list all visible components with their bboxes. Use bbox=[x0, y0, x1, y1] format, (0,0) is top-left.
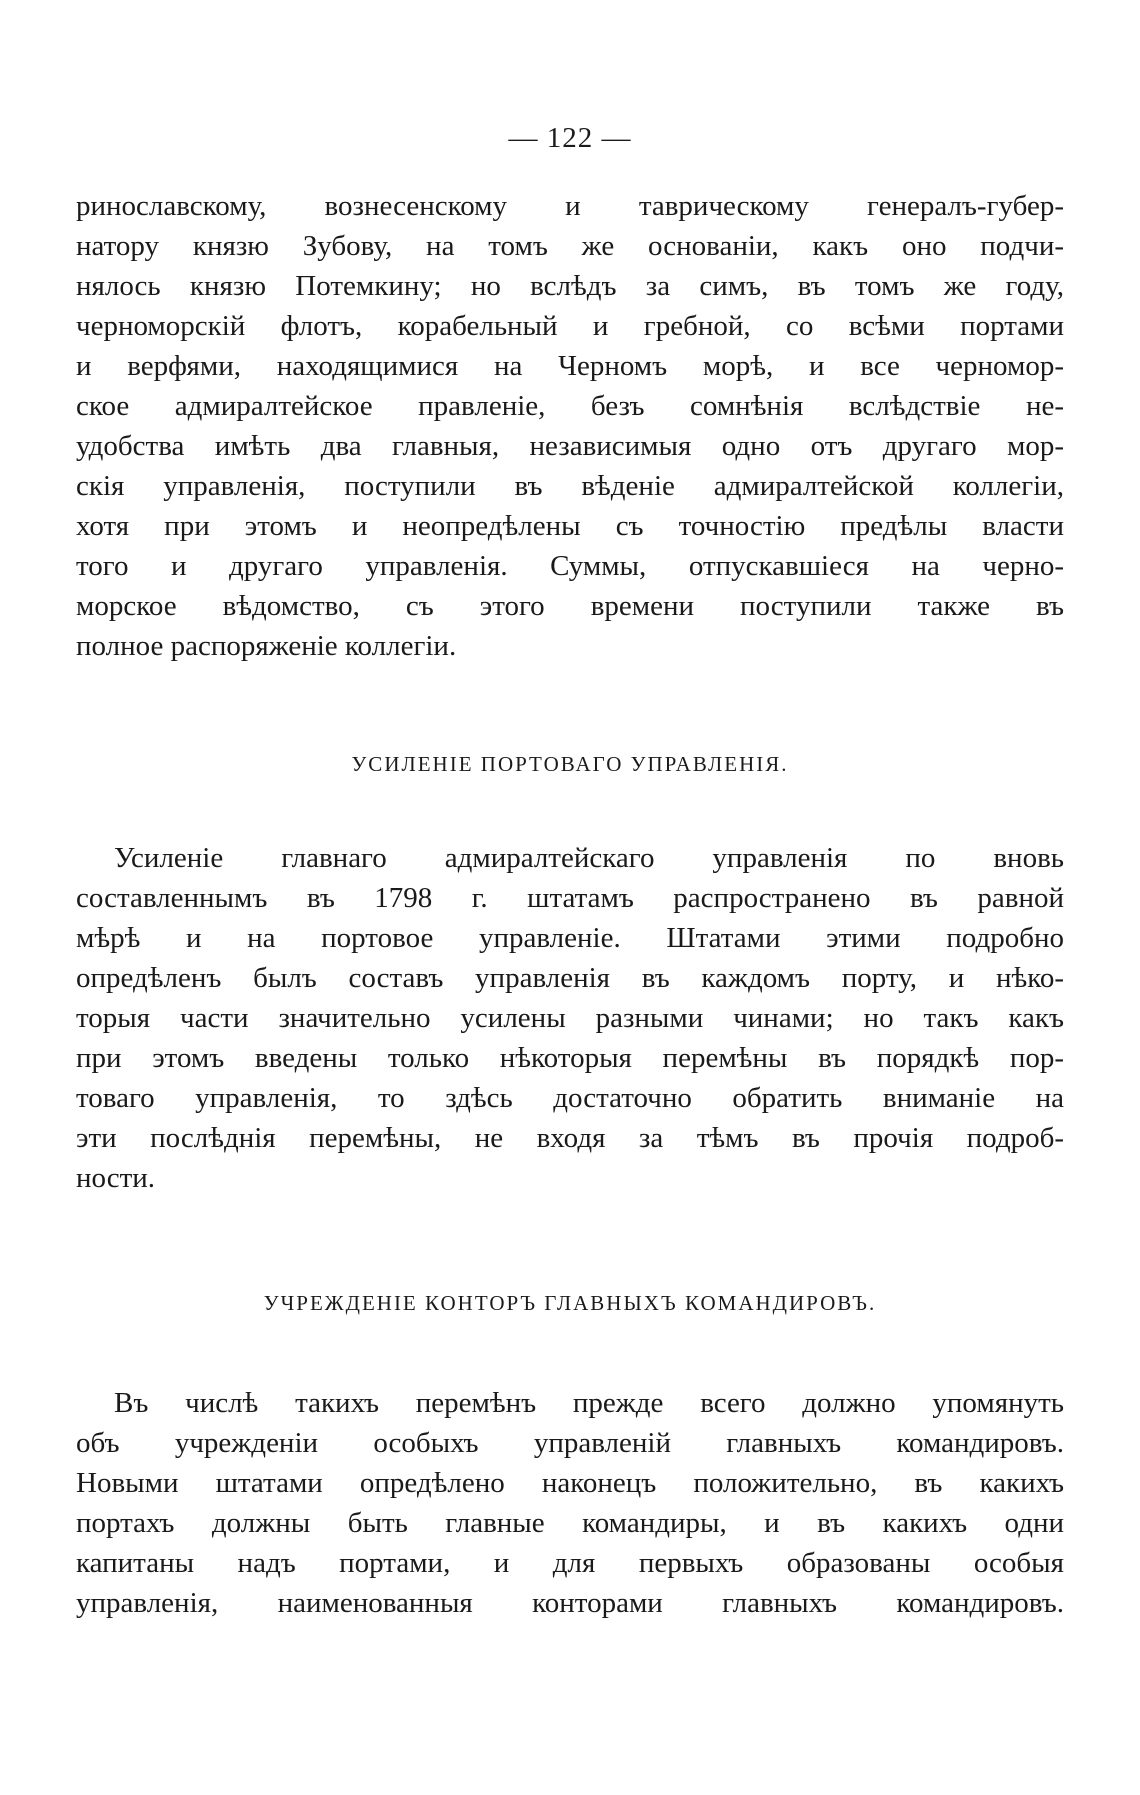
text-line: нялось князю Потемкину; но вслѣдъ за симъ, въ томъ же году, bbox=[76, 270, 1064, 302]
text-line: опредѣленъ былъ составъ управленiя въ каждомъ порту, и нѣко- bbox=[76, 962, 1064, 994]
text-line: удобства имѣть два главныя, независимыя одно отъ другаго мор- bbox=[76, 430, 1064, 462]
text-line: Въ числѣ такихъ перемѣнъ прежде всего должно упомянуть bbox=[114, 1387, 1064, 1419]
text-line: управленiя, наименованныя конторами главныхъ командировъ. bbox=[76, 1587, 1064, 1619]
paragraph bbox=[76, 838, 1064, 1198]
text-line: скiя управленiя, поступили въ вѣденiе адмиралтейской коллегiи, bbox=[76, 470, 1064, 502]
text-line: портахъ должны быть главные командиры, и въ какихъ одни bbox=[76, 1507, 1064, 1539]
text-line: капитаны надъ портами, и для первыхъ образованы особыя bbox=[76, 1547, 1064, 1579]
text-line: ское адмиралтейское правленiе, безъ сомнѣнiя вслѣдствiе не- bbox=[76, 390, 1064, 422]
page-number: — 122 — bbox=[508, 122, 632, 154]
text-line: и верфями, находящимися на Черномъ морѣ, и все черномор- bbox=[76, 350, 1064, 382]
paragraph bbox=[76, 1383, 1064, 1623]
section-heading: УЧРЕЖДЕНIЕ КОНТОРЪ ГЛАВНЫХЪ КОМАНДИРОВЪ. bbox=[263, 1291, 877, 1315]
text-line: Усиленiе главнаго адмиралтейскаго управленiя по вновь bbox=[114, 842, 1064, 874]
text-line: риноcлавскому, вознесенскому и таврическому генералъ-губер- bbox=[76, 190, 1064, 222]
text-line: эти послѣднiя перемѣны, не входя за тѣмъ въ прочiя подроб- bbox=[76, 1122, 1064, 1154]
text-line: составленнымъ въ 1798 г. штатамъ распространено въ равной bbox=[76, 882, 1064, 914]
text-line: торыя части значительно усилены разными чинами; но такъ какъ bbox=[76, 1002, 1064, 1034]
text-line: натору князю Зубову, на томъ же основанiи, какъ оно подчи- bbox=[76, 230, 1064, 262]
text-line: мѣрѣ и на портовое управленiе. Штатами этими подробно bbox=[76, 922, 1064, 954]
text-line: Новыми штатами опредѣлено наконецъ положительно, въ какихъ bbox=[76, 1467, 1064, 1499]
section-heading: УСИЛЕНIЕ ПОРТОВАГО УПРАВЛЕНIЯ. bbox=[351, 752, 789, 776]
text-line: хотя при этомъ и неопредѣлены съ точностiю предѣлы власти bbox=[76, 510, 1064, 542]
text-line: товаго управленiя, то здѣсь достаточно обратить вниманiе на bbox=[76, 1082, 1064, 1114]
text-line: черноморскiй флотъ, корабельный и гребной, со всѣми портами bbox=[76, 310, 1064, 342]
text-line: объ учрежденiи особыхъ управленiй главныхъ командировъ. bbox=[76, 1427, 1064, 1459]
text-line: того и другаго управленiя. Суммы, отпускавшiеся на черно- bbox=[76, 550, 1064, 582]
text-line: морское вѣдомство, съ этого времени поступили также въ bbox=[76, 590, 1064, 622]
text-line: полное распоряженiе коллегiи. bbox=[76, 630, 457, 662]
text-line: при этомъ введены только нѣкоторыя перемѣны въ порядкѣ пор- bbox=[76, 1042, 1064, 1074]
paragraph-continuation bbox=[76, 186, 1064, 666]
text-line: ности. bbox=[76, 1162, 156, 1194]
